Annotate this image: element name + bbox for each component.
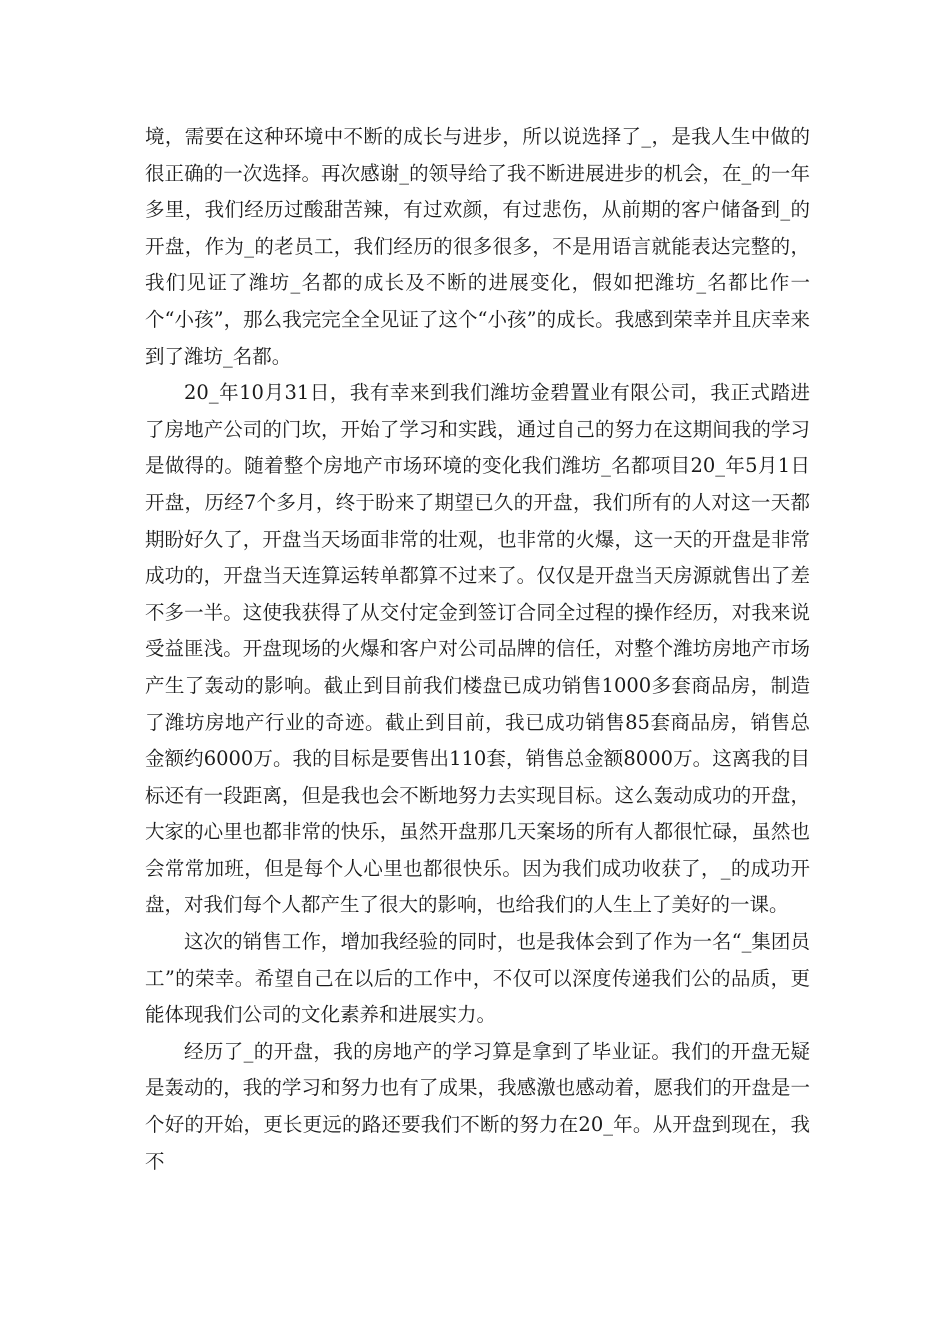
document-body (145, 119, 810, 1180)
paragraph-1: 境，需要在这种环境中不断的成长与进步，所以说选择了_，是我人生中做的很正确的一次选择。再次感谢_的领导给了我不断进展进步的机会，在_的一年多里，我们经历过酸甜苦辣，有过欢颜，有过悲伤，从前期的客户储备到_的开盘，作为_的老员工，我们经历的很多很多，不是用语言就能表达完整的，我们见证了潍坊_名都的成长及不断的进展变化，假如把潍坊_名都比作一个“小孩”，那么我完完全全见证了这个“小孩”的成长。我感到荣幸并且庆幸来到了潍坊_名都。 (145, 125, 810, 368)
paragraph-4: 经历了_的开盘，我的房地产的学习算是拿到了毕业证。我们的开盘无疑是轰动的，我的学习和努力也有了成果，我感激也感动着，愿我们的开盘是一个好的开始，更长更远的路还要我们不断的努力在20_年。从开盘到现在，我不 (145, 1039, 810, 1173)
paragraph-3: 这次的销售工作，增加我经验的同时，也是我体会到了作为一名“_集团员工”的荣幸。希望自己在以后的工作中，不仅可以深度传递我们公的品质，更能体现我们公司的文化素养和进展实力。 (145, 930, 810, 1027)
paragraph-2: 20_年10月31日，我有幸来到我们潍坊金碧置业有限公司，我正式踏进了房地产公司的门坎，开始了学习和实践，通过自己的努力在这期间我的学习是做得的。随着整个房地产市场环境的变化我们潍坊_名都项目20_年5月1日开盘，历经7个多月，终于盼来了期望已久的开盘，我们所有的人对这一天都期盼好久了，开盘当天场面非常的壮观，也非常的火爆，这一天的开盘是非常成功的，开盘当天连算运转单都算不过来了。仅仅是开盘当天房源就售出了差不多一半。这使我获得了从交付定金到签订合同全过程的操作经历，对我来说受益匪浅。开盘现场的火爆和客户对公司品牌的信任，对整个潍坊房地产市场产生了轰动的影响。截止到目前我们楼盘已成功销售1000多套商品房，制造了潍坊房地产行业的奇迹。截止到目前，我已成功销售85套商品房，销售总金额约6000万。我的目标是要售出110套，销售总金额8000万。这离我的目标还有一段距离，但是我也会不断地努力去实现目标。这么轰动成功的开盘，大家的心里也都非常的快乐，虽然开盘那几天案场的所有人都很忙碌，虽然也会常常加班，但是每个人心里也都很快乐。因为我们成功收获了，_的成功开盘，对我们每个人都产生了很大的影响，也给我们的人生上了美好的一课。 (145, 381, 810, 917)
